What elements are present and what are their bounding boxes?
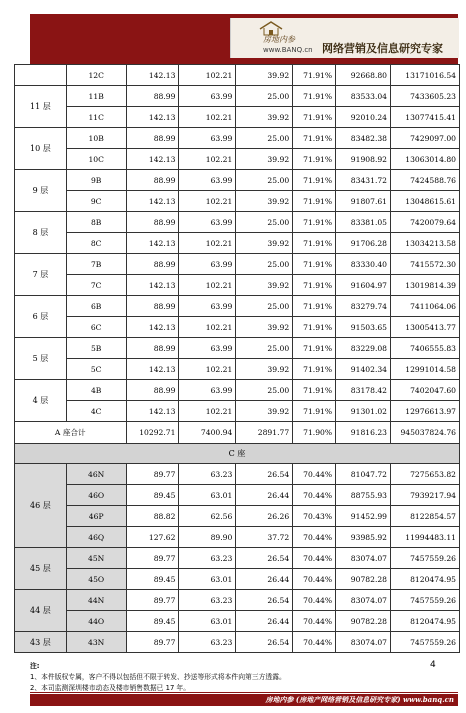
price-cell: 83279.74 bbox=[336, 296, 391, 317]
shared-cell: 25.00 bbox=[236, 254, 293, 275]
area-cell: 89.45 bbox=[126, 611, 179, 632]
floor-cell: 43 层 bbox=[15, 632, 67, 653]
usable-cell: 102.21 bbox=[179, 191, 236, 212]
usable-cell: 102.21 bbox=[179, 149, 236, 170]
rate-cell: 71.91% bbox=[293, 191, 336, 212]
usable-cell: 63.01 bbox=[179, 569, 236, 590]
page-number: 4 bbox=[430, 660, 436, 670]
unit-cell: 4C bbox=[66, 401, 126, 422]
unit-cell: 7B bbox=[66, 254, 126, 275]
table-row bbox=[15, 233, 460, 254]
table-row bbox=[15, 86, 460, 107]
section-header-row bbox=[15, 444, 460, 464]
total-cell: 13034213.58 bbox=[391, 233, 460, 254]
price-cell: 91706.28 bbox=[336, 233, 391, 254]
unit-cell: 12C bbox=[66, 65, 126, 86]
shared-cell: 39.92 bbox=[236, 191, 293, 212]
rate-cell: 70.44% bbox=[293, 485, 336, 506]
shared-cell: 26.44 bbox=[236, 569, 293, 590]
price-cell: 83074.07 bbox=[336, 548, 391, 569]
table-row bbox=[15, 128, 460, 149]
logo-text: 房地内参 bbox=[263, 35, 295, 44]
area-cell: 142.13 bbox=[126, 65, 179, 86]
table-row bbox=[15, 317, 460, 338]
table-row bbox=[15, 632, 460, 653]
shared-cell: 39.92 bbox=[236, 401, 293, 422]
floor-cell: 11 层 bbox=[15, 86, 67, 128]
area-cell: 88.99 bbox=[126, 380, 179, 401]
unit-cell: 9C bbox=[66, 191, 126, 212]
floor-cell bbox=[15, 65, 67, 86]
area-cell: 89.45 bbox=[126, 485, 179, 506]
shared-cell: 37.72 bbox=[236, 527, 293, 548]
rate-cell: 70.44% bbox=[293, 611, 336, 632]
floor-cell: 5 层 bbox=[15, 338, 67, 380]
shared-cell: 25.00 bbox=[236, 338, 293, 359]
shared-cell: 39.92 bbox=[236, 359, 293, 380]
area-cell: 88.99 bbox=[126, 86, 179, 107]
shared-cell: 39.92 bbox=[236, 149, 293, 170]
section-label: C 座 bbox=[15, 444, 460, 464]
price-cell: 83178.42 bbox=[336, 380, 391, 401]
area-cell: 142.13 bbox=[126, 149, 179, 170]
rate-cell: 71.91% bbox=[293, 317, 336, 338]
table-row bbox=[15, 254, 460, 275]
shared-cell: 25.00 bbox=[236, 212, 293, 233]
table-row bbox=[15, 107, 460, 128]
total-cell: 7429097.00 bbox=[391, 128, 460, 149]
usable-cell: 63.23 bbox=[179, 548, 236, 569]
total-cell: 12991014.58 bbox=[391, 359, 460, 380]
rate-cell: 70.44% bbox=[293, 569, 336, 590]
unit-cell: 6C bbox=[66, 317, 126, 338]
total-cell: 7457559.26 bbox=[391, 590, 460, 611]
price-cell: 91402.34 bbox=[336, 359, 391, 380]
price-table-body bbox=[15, 65, 460, 653]
table-row bbox=[15, 380, 460, 401]
rate-cell: 71.91% bbox=[293, 275, 336, 296]
subtotal-label: A 座合计 bbox=[15, 422, 127, 444]
total-cell: 12976613.97 bbox=[391, 401, 460, 422]
unit-cell: 8B bbox=[66, 212, 126, 233]
price-cell: 83431.72 bbox=[336, 170, 391, 191]
unit-cell: 7C bbox=[66, 275, 126, 296]
rate-cell: 71.91% bbox=[293, 401, 336, 422]
area-cell: 89.77 bbox=[126, 590, 179, 611]
area-cell: 127.62 bbox=[126, 527, 179, 548]
total-cell: 7457559.26 bbox=[391, 548, 460, 569]
usable-cell: 63.23 bbox=[179, 464, 236, 485]
rate-cell: 71.91% bbox=[293, 296, 336, 317]
table-row bbox=[15, 359, 460, 380]
unit-cell: 45O bbox=[66, 569, 126, 590]
total-cell: 7415572.30 bbox=[391, 254, 460, 275]
price-cell: 81047.72 bbox=[336, 464, 391, 485]
area-cell: 142.13 bbox=[126, 317, 179, 338]
rate-cell: 70.44% bbox=[293, 464, 336, 485]
unit-cell: 45N bbox=[66, 548, 126, 569]
usable-cell: 63.01 bbox=[179, 485, 236, 506]
total-cell: 13063014.80 bbox=[391, 149, 460, 170]
table-row bbox=[15, 506, 460, 527]
unit-cell: 46Q bbox=[66, 527, 126, 548]
unit-cell: 5C bbox=[66, 359, 126, 380]
area-cell: 88.99 bbox=[126, 296, 179, 317]
area-cell: 88.99 bbox=[126, 254, 179, 275]
rate-cell: 71.91% bbox=[293, 359, 336, 380]
usable-cell: 62.56 bbox=[179, 506, 236, 527]
rate-cell: 70.43% bbox=[293, 506, 336, 527]
subtotal-row bbox=[15, 422, 460, 444]
table-row bbox=[15, 191, 460, 212]
usable-cell: 63.99 bbox=[179, 86, 236, 107]
usable-cell: 63.99 bbox=[179, 338, 236, 359]
table-row bbox=[15, 485, 460, 506]
unit-cell: 11B bbox=[66, 86, 126, 107]
logo-url: www.BANQ.cn bbox=[263, 46, 313, 54]
area-cell: 88.99 bbox=[126, 338, 179, 359]
total-cell: 7402047.60 bbox=[391, 380, 460, 401]
rate-cell: 71.91% bbox=[293, 128, 336, 149]
table-row bbox=[15, 296, 460, 317]
table-row bbox=[15, 212, 460, 233]
total-cell: 7457559.26 bbox=[391, 632, 460, 653]
rate-cell: 70.44% bbox=[293, 548, 336, 569]
unit-cell: 44O bbox=[66, 611, 126, 632]
floor-cell: 10 层 bbox=[15, 128, 67, 170]
shared-cell: 39.92 bbox=[236, 107, 293, 128]
unit-cell: 46N bbox=[66, 464, 126, 485]
area-cell: 142.13 bbox=[126, 107, 179, 128]
area-cell: 142.13 bbox=[126, 401, 179, 422]
floor-cell: 7 层 bbox=[15, 254, 67, 296]
usable-cell: 102.21 bbox=[179, 107, 236, 128]
area-cell: 142.13 bbox=[126, 233, 179, 254]
total-cell: 7411064.06 bbox=[391, 296, 460, 317]
table-row bbox=[15, 611, 460, 632]
usable-cell: 102.21 bbox=[179, 359, 236, 380]
price-cell: 83381.05 bbox=[336, 212, 391, 233]
total-cell: 13077415.41 bbox=[391, 107, 460, 128]
subtotal-usable: 7400.94 bbox=[179, 422, 236, 444]
shared-cell: 39.92 bbox=[236, 317, 293, 338]
total-cell: 8122854.57 bbox=[391, 506, 460, 527]
usable-cell: 63.23 bbox=[179, 590, 236, 611]
rate-cell: 71.91% bbox=[293, 338, 336, 359]
floor-cell: 8 层 bbox=[15, 212, 67, 254]
price-cell: 88755.93 bbox=[336, 485, 391, 506]
usable-cell: 63.99 bbox=[179, 296, 236, 317]
price-cell: 92668.80 bbox=[336, 65, 391, 86]
shared-cell: 26.44 bbox=[236, 485, 293, 506]
area-cell: 89.45 bbox=[126, 569, 179, 590]
price-cell: 91301.02 bbox=[336, 401, 391, 422]
rate-cell: 70.44% bbox=[293, 527, 336, 548]
table-row bbox=[15, 464, 460, 485]
rate-cell: 71.91% bbox=[293, 65, 336, 86]
price-table bbox=[14, 64, 460, 653]
table-row bbox=[15, 170, 460, 191]
area-cell: 88.99 bbox=[126, 128, 179, 149]
table-row bbox=[15, 149, 460, 170]
shared-cell: 39.92 bbox=[236, 233, 293, 254]
shared-cell: 25.00 bbox=[236, 380, 293, 401]
total-cell: 11994483.11 bbox=[391, 527, 460, 548]
usable-cell: 102.21 bbox=[179, 233, 236, 254]
price-cell: 83074.07 bbox=[336, 590, 391, 611]
notes-title: 注: bbox=[30, 662, 40, 670]
shared-cell: 25.00 bbox=[236, 170, 293, 191]
total-cell: 13005413.77 bbox=[391, 317, 460, 338]
floor-cell: 4 层 bbox=[15, 380, 67, 422]
unit-cell: 6B bbox=[66, 296, 126, 317]
rate-cell: 71.91% bbox=[293, 233, 336, 254]
subtotal-price: 91816.23 bbox=[336, 422, 391, 444]
table-row bbox=[15, 548, 460, 569]
price-cell: 91503.65 bbox=[336, 317, 391, 338]
shared-cell: 26.54 bbox=[236, 464, 293, 485]
usable-cell: 63.99 bbox=[179, 212, 236, 233]
usable-cell: 63.99 bbox=[179, 380, 236, 401]
price-cell: 90782.28 bbox=[336, 569, 391, 590]
usable-cell: 63.99 bbox=[179, 170, 236, 191]
price-cell: 83330.40 bbox=[336, 254, 391, 275]
usable-cell: 89.90 bbox=[179, 527, 236, 548]
floor-cell: 45 层 bbox=[15, 548, 67, 590]
usable-cell: 102.21 bbox=[179, 275, 236, 296]
floor-cell: 46 层 bbox=[15, 464, 67, 548]
rate-cell: 71.91% bbox=[293, 86, 336, 107]
floor-cell: 6 层 bbox=[15, 296, 67, 338]
header-title: 网络营销及信息研究专家 bbox=[322, 42, 443, 55]
area-cell: 88.99 bbox=[126, 170, 179, 191]
table-row bbox=[15, 65, 460, 86]
table-row bbox=[15, 401, 460, 422]
price-cell: 90782.28 bbox=[336, 611, 391, 632]
area-cell: 88.82 bbox=[126, 506, 179, 527]
price-cell: 91908.92 bbox=[336, 149, 391, 170]
table-row bbox=[15, 569, 460, 590]
shared-cell: 39.92 bbox=[236, 65, 293, 86]
subtotal-rate: 71.90% bbox=[293, 422, 336, 444]
note-item-1: 1、本件版权专属，客户不得以包括但不限于转发、抄送等形式将本件向第三方透露。 bbox=[30, 673, 286, 681]
unit-cell: 11C bbox=[66, 107, 126, 128]
price-cell: 83533.04 bbox=[336, 86, 391, 107]
shared-cell: 26.54 bbox=[236, 632, 293, 653]
table-row bbox=[15, 338, 460, 359]
shared-cell: 26.54 bbox=[236, 548, 293, 569]
shared-cell: 26.54 bbox=[236, 590, 293, 611]
rate-cell: 71.91% bbox=[293, 212, 336, 233]
rate-cell: 70.44% bbox=[293, 632, 336, 653]
area-cell: 88.99 bbox=[126, 212, 179, 233]
total-cell: 7420079.64 bbox=[391, 212, 460, 233]
usable-cell: 63.99 bbox=[179, 254, 236, 275]
shared-cell: 39.92 bbox=[236, 275, 293, 296]
rate-cell: 71.91% bbox=[293, 380, 336, 401]
rate-cell: 71.91% bbox=[293, 107, 336, 128]
price-cell: 91604.97 bbox=[336, 275, 391, 296]
usable-cell: 102.21 bbox=[179, 65, 236, 86]
price-cell: 83074.07 bbox=[336, 632, 391, 653]
total-cell: 8120474.95 bbox=[391, 569, 460, 590]
unit-cell: 8C bbox=[66, 233, 126, 254]
total-cell: 7424588.76 bbox=[391, 170, 460, 191]
note-item-2: 2、本司监测深圳楼市动态及楼市销售数据已 17 年。 bbox=[30, 684, 191, 692]
price-cell: 91807.61 bbox=[336, 191, 391, 212]
unit-cell: 43N bbox=[66, 632, 126, 653]
usable-cell: 102.21 bbox=[179, 401, 236, 422]
rate-cell: 71.91% bbox=[293, 149, 336, 170]
notes bbox=[30, 661, 286, 694]
table-row bbox=[15, 275, 460, 296]
unit-cell: 5B bbox=[66, 338, 126, 359]
subtotal-shared: 2891.77 bbox=[236, 422, 293, 444]
table-row bbox=[15, 590, 460, 611]
area-cell: 89.77 bbox=[126, 632, 179, 653]
floor-cell: 44 层 bbox=[15, 590, 67, 632]
usable-cell: 102.21 bbox=[179, 317, 236, 338]
rate-cell: 71.91% bbox=[293, 254, 336, 275]
price-cell: 91452.99 bbox=[336, 506, 391, 527]
total-cell: 13171016.54 bbox=[391, 65, 460, 86]
subtotal-total: 945037824.76 bbox=[391, 422, 460, 444]
unit-cell: 10C bbox=[66, 149, 126, 170]
shared-cell: 25.00 bbox=[236, 128, 293, 149]
footer: 房地内参 (房地产网络营销及信息研究专家) www.banq.cn bbox=[30, 694, 458, 706]
table-row bbox=[15, 527, 460, 548]
total-cell: 13048615.61 bbox=[391, 191, 460, 212]
area-cell: 89.77 bbox=[126, 464, 179, 485]
total-cell: 7433605.23 bbox=[391, 86, 460, 107]
usable-cell: 63.99 bbox=[179, 128, 236, 149]
price-cell: 83229.08 bbox=[336, 338, 391, 359]
subtotal-area: 10292.71 bbox=[126, 422, 179, 444]
shared-cell: 25.00 bbox=[236, 296, 293, 317]
unit-cell: 46P bbox=[66, 506, 126, 527]
area-cell: 142.13 bbox=[126, 359, 179, 380]
unit-cell: 46O bbox=[66, 485, 126, 506]
area-cell: 142.13 bbox=[126, 275, 179, 296]
unit-cell: 9B bbox=[66, 170, 126, 191]
area-cell: 142.13 bbox=[126, 191, 179, 212]
total-cell: 7275653.82 bbox=[391, 464, 460, 485]
total-cell: 8120474.95 bbox=[391, 611, 460, 632]
unit-cell: 44N bbox=[66, 590, 126, 611]
price-cell: 83482.38 bbox=[336, 128, 391, 149]
price-cell: 92010.24 bbox=[336, 107, 391, 128]
total-cell: 7939217.94 bbox=[391, 485, 460, 506]
shared-cell: 26.26 bbox=[236, 506, 293, 527]
unit-cell: 4B bbox=[66, 380, 126, 401]
area-cell: 89.77 bbox=[126, 548, 179, 569]
shared-cell: 25.00 bbox=[236, 86, 293, 107]
footer-divider bbox=[30, 692, 458, 693]
rate-cell: 70.44% bbox=[293, 590, 336, 611]
price-cell: 93985.92 bbox=[336, 527, 391, 548]
usable-cell: 63.01 bbox=[179, 611, 236, 632]
usable-cell: 63.23 bbox=[179, 632, 236, 653]
shared-cell: 26.44 bbox=[236, 611, 293, 632]
total-cell: 13019814.39 bbox=[391, 275, 460, 296]
unit-cell: 10B bbox=[66, 128, 126, 149]
rate-cell: 71.91% bbox=[293, 170, 336, 191]
floor-cell: 9 层 bbox=[15, 170, 67, 212]
total-cell: 7406555.83 bbox=[391, 338, 460, 359]
